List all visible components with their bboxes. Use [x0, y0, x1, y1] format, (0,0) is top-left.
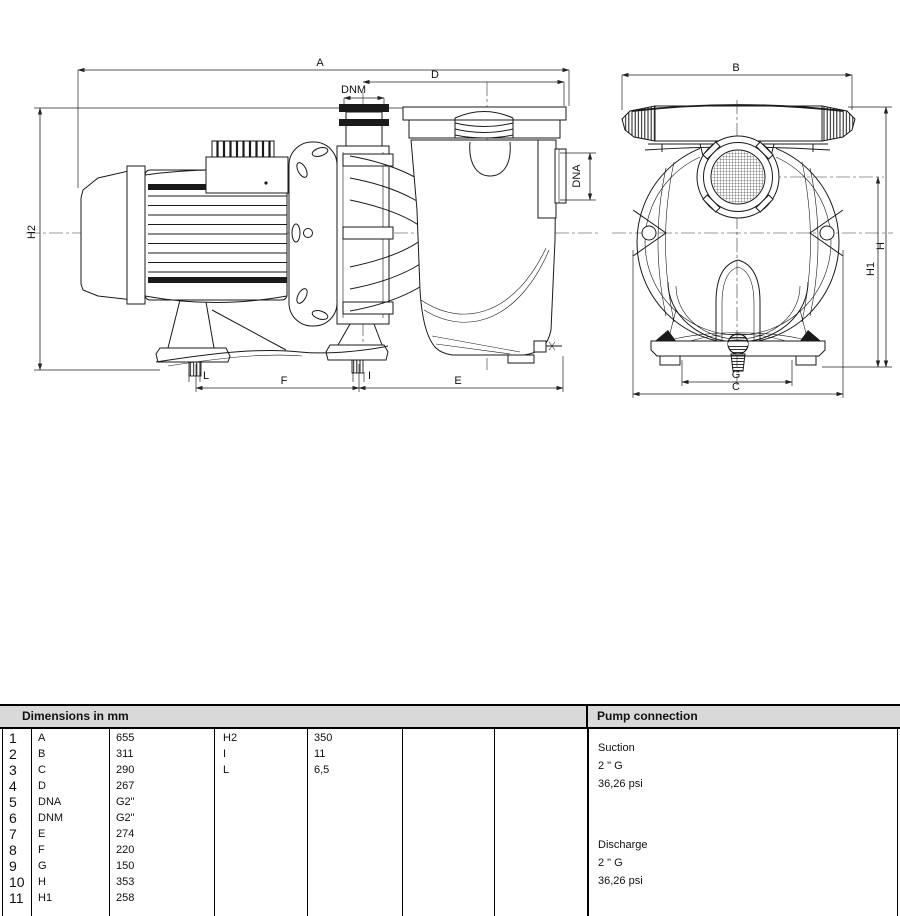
dim-label-h1: H1: [865, 261, 877, 277]
table-row: [2, 778, 587, 794]
dimension-table: [0, 704, 900, 916]
dim-code: H2: [223, 732, 238, 744]
base-foot-left: [660, 356, 680, 365]
header-dimensions: Dimensions in mm: [22, 709, 129, 723]
dim-value: 350: [314, 732, 333, 744]
table-row: [2, 858, 587, 874]
suction-size: 2 " G: [598, 760, 623, 772]
row-number: 5: [9, 794, 17, 810]
dim-code: DNA: [38, 796, 62, 808]
row-number: 4: [9, 778, 17, 794]
base-foot-right: [796, 356, 816, 365]
dim-label-l: L: [203, 370, 210, 382]
dim-label-f: F: [280, 375, 288, 387]
row-number: 2: [9, 746, 17, 762]
row-number: 9: [9, 858, 17, 874]
dim-value: 258: [116, 892, 135, 904]
dim-label-dnm: DNM: [341, 84, 367, 96]
dim-code: C: [38, 764, 46, 776]
dim-value: 290: [116, 764, 135, 776]
lower-bowl: [668, 260, 808, 344]
header-pump-connection: Pump connection: [586, 706, 900, 727]
dim-code: H1: [38, 892, 53, 904]
discharge-size: 2 " G: [598, 857, 623, 869]
dim-code: B: [38, 748, 46, 760]
dim-value: 655: [116, 732, 135, 744]
dim-label-b: B: [732, 62, 740, 74]
dim-value: G2": [116, 796, 135, 808]
dim-code: D: [38, 780, 46, 792]
dimension-rows: [2, 730, 587, 906]
dim-value: 311: [116, 748, 134, 760]
dim-label-d: D: [431, 69, 439, 81]
base-front: [651, 330, 825, 371]
dim-code: L: [223, 764, 230, 776]
dim-value: 150: [116, 860, 135, 872]
terminal-box: [206, 141, 288, 193]
suction-port: [538, 140, 566, 218]
table-row: [2, 826, 587, 842]
row-number: 7: [9, 826, 17, 842]
dim-code: E: [38, 828, 46, 840]
dim-code: A: [38, 732, 46, 744]
row-number: 3: [9, 762, 17, 778]
row-number: 8: [9, 842, 17, 858]
foot-bolt-left: [189, 362, 201, 376]
table-row: [2, 746, 587, 762]
strainer-tank: [403, 107, 566, 363]
row-number: 1: [9, 730, 17, 746]
dim-code: I: [223, 748, 227, 760]
suction-pressure: 36,26 psi: [598, 778, 643, 790]
lid-knurl-left: [622, 106, 655, 141]
dim-value: 274: [116, 828, 135, 840]
table-row: [2, 874, 587, 890]
terminal-box-screw: [264, 181, 267, 184]
pump-connection-info: [598, 739, 648, 890]
table-row: [2, 890, 587, 906]
tank-foot: [508, 355, 534, 363]
suction-label: Suction: [598, 742, 635, 754]
pump-bracket: [337, 146, 393, 324]
dim-label-h2: H2: [26, 224, 38, 240]
fan-cover: [81, 166, 145, 304]
table-header: [0, 704, 900, 729]
sight-glass: [697, 136, 779, 218]
dim-label-a: A: [316, 57, 324, 69]
dim-value: G2": [116, 812, 135, 824]
dim-label-c: C: [732, 381, 740, 393]
dim-code: F: [38, 844, 45, 856]
dim-value: 267: [116, 780, 135, 792]
dim-value: 353: [116, 876, 135, 888]
dim-code: G: [38, 860, 47, 872]
table-row: [2, 794, 587, 810]
section-divider: [587, 729, 589, 916]
discharge-label: Discharge: [598, 839, 648, 851]
seal-flange: [289, 142, 337, 326]
tank-drain: [534, 341, 562, 352]
dim-label-h: H: [875, 242, 887, 250]
table-row: [2, 762, 587, 778]
dim-code: DNM: [38, 812, 64, 824]
table-row: [2, 730, 587, 746]
row-number: 10: [9, 874, 25, 890]
discharge-pressure: 36,26 psi: [598, 875, 643, 887]
table-row: [2, 842, 587, 858]
side-view: [26, 57, 600, 392]
row-number: 11: [9, 890, 24, 906]
discharge-port: [339, 104, 389, 146]
foot-bolt-right: [352, 360, 363, 373]
dim-code: H: [38, 876, 46, 888]
table-body: [0, 729, 900, 916]
dim-value: 220: [116, 844, 135, 856]
front-view: [612, 62, 893, 398]
dim-value: 11: [314, 748, 326, 760]
dim-label-dna: DNA: [571, 164, 583, 188]
dim-label-g: G: [731, 369, 741, 381]
table-row: [2, 810, 587, 826]
dim-label-i: I: [368, 370, 372, 382]
dim-value: 6,5: [314, 764, 330, 776]
row-number: 6: [9, 810, 17, 826]
table-border-right: [897, 729, 898, 916]
dim-label-e: E: [454, 375, 462, 387]
